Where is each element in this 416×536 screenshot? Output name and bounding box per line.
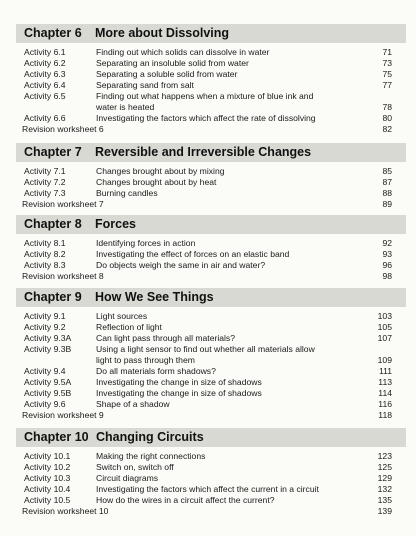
activity-id: Activity 6.6: [24, 113, 66, 123]
activity-title: water is heated: [96, 102, 155, 112]
chapter-number: Chapter 10: [24, 430, 89, 444]
activity-row: [0, 311, 416, 321]
activity-title: Investigating the factors which affect the current in a circuit: [96, 484, 319, 494]
activity-row: [0, 344, 416, 365]
activity-title: Separating sand from salt: [96, 80, 194, 90]
page-number: 123: [377, 451, 392, 461]
activity-id: Activity 10.2: [24, 462, 71, 472]
activity-id: Activity 6.5: [24, 91, 66, 101]
page-number: 139: [377, 506, 392, 516]
page-number: 87: [382, 177, 392, 187]
activity-row: [0, 322, 416, 332]
activity-title: Reflection of light: [96, 322, 162, 332]
activity-title: Investigating the change in size of shadows: [96, 377, 262, 387]
page-number: 105: [377, 322, 392, 332]
chapter-title: More about Dissolving: [95, 26, 230, 40]
chapter-title: How We See Things: [95, 290, 214, 304]
activity-title: How do the wires in a circuit affect the current?: [96, 495, 275, 505]
page-number: 71: [382, 47, 392, 57]
chapter-number: Chapter 9: [24, 290, 82, 304]
activity-row: [0, 188, 416, 198]
revision-worksheet: Revision worksheet 8: [22, 271, 104, 281]
activity-title: Changes brought about by mixing: [96, 166, 225, 176]
activity-row: [0, 69, 416, 79]
activity-id: Activity 9.5A: [24, 377, 72, 387]
page-number: 111: [378, 366, 392, 376]
revision-worksheet: Revision worksheet 9: [22, 410, 104, 420]
page-number: 77: [382, 80, 392, 90]
activity-id: Activity 7.1: [24, 166, 66, 176]
activity-title: Do all materials form shadows?: [96, 366, 216, 376]
activity-id: Activity 9.5B: [24, 388, 72, 398]
page-number: 85: [382, 166, 392, 176]
page-number: 89: [382, 199, 392, 209]
activity-row: [0, 177, 416, 187]
activity-row: [0, 399, 416, 409]
chapter-number: Chapter 8: [24, 217, 82, 231]
activity-id: Activity 8.3: [24, 260, 66, 270]
activity-title: Finding out what happens when a mixture of blue ink and: [96, 91, 314, 101]
page-number: 92: [382, 238, 392, 248]
activity-id: Activity 6.3: [24, 69, 66, 79]
activity-row: [0, 484, 416, 494]
chapter-number: Chapter 7: [24, 145, 82, 159]
revision-worksheet: Revision worksheet 6: [22, 124, 104, 134]
activity-row: [0, 113, 416, 123]
activity-title: Making the right connections: [96, 451, 206, 461]
activity-row: [0, 91, 416, 112]
activity-title: Investigating the factors which affect the rate of dissolving: [96, 113, 316, 123]
activity-row: [0, 47, 416, 57]
activity-id: Activity 6.2: [24, 58, 66, 68]
revision-worksheet: Revision worksheet 10: [22, 506, 109, 516]
page-number: 78: [382, 102, 392, 112]
page-number: 96: [382, 260, 392, 270]
page-number: 116: [378, 399, 392, 409]
activity-title: light to pass through them: [96, 355, 195, 365]
activity-row: [0, 495, 416, 505]
chapter-number: Chapter 6: [24, 26, 82, 40]
activity-title: Do objects weigh the same in air and water?: [96, 260, 266, 270]
activity-row: [0, 451, 416, 461]
activity-row: [0, 388, 416, 398]
activity-title: Investigating the effect of forces on an elastic band: [96, 249, 290, 259]
activity-id: Activity 7.2: [24, 177, 66, 187]
activity-title: Separating a soluble solid from water: [96, 69, 238, 79]
activity-row: [0, 166, 416, 176]
activity-row: [0, 238, 416, 248]
activity-row: [0, 462, 416, 472]
activity-title: Using a light sensor to find out whether all materials allow: [96, 344, 315, 354]
activity-title: Finding out which solids can dissolve in water: [96, 47, 270, 57]
page-number: 75: [382, 69, 392, 79]
page-number: 80: [382, 113, 392, 123]
activity-id: Activity 6.1: [24, 47, 66, 57]
page-number: 125: [377, 462, 392, 472]
page-number: 107: [377, 333, 392, 343]
activity-id: Activity 9.4: [24, 366, 66, 376]
activity-id: Activity 10.5: [24, 495, 71, 505]
activity-title: Changes brought about by heat: [96, 177, 217, 187]
page-number: 82: [382, 124, 392, 134]
activity-id: Activity 10.1: [24, 451, 71, 461]
activity-row: [0, 377, 416, 387]
activity-title: Identifying forces in action: [96, 238, 196, 248]
activity-row: [0, 58, 416, 68]
activity-title: Can light pass through all materials?: [96, 333, 236, 343]
activity-row: [0, 260, 416, 270]
activity-title: Switch on, switch off: [96, 462, 174, 472]
activity-row: [0, 80, 416, 90]
revision-worksheet: Revision worksheet 7: [22, 199, 104, 209]
page-number: 98: [382, 271, 392, 281]
page-number: 118: [378, 410, 392, 420]
activity-row: [0, 333, 416, 343]
page-number: 73: [382, 58, 392, 68]
page-number: 109: [377, 355, 392, 365]
chapter-title: Reversible and Irreversible Changes: [95, 145, 312, 159]
activity-id: Activity 9.2: [24, 322, 66, 332]
activity-title: Separating an insoluble solid from water: [96, 58, 249, 68]
activity-id: Activity 9.1: [24, 311, 66, 321]
activity-row: [0, 473, 416, 483]
page-number: 114: [378, 388, 392, 398]
activity-title: Burning candles: [96, 188, 158, 198]
page-number: 113: [378, 377, 392, 387]
page-number: 103: [377, 311, 392, 321]
page-number: 135: [377, 495, 392, 505]
chapter-title: Forces: [95, 217, 136, 231]
activity-title: Shape of a shadow: [96, 399, 170, 409]
activity-id: Activity 9.6: [24, 399, 66, 409]
page-number: 132: [377, 484, 392, 494]
activity-id: Activity 8.1: [24, 238, 66, 248]
page-number: 93: [382, 249, 392, 259]
activity-title: Circuit diagrams: [96, 473, 159, 483]
page-number: 88: [382, 188, 392, 198]
activity-title: Light sources: [96, 311, 148, 321]
activity-title: Investigating the change in size of shadows: [96, 388, 262, 398]
activity-id: Activity 10.4: [24, 484, 71, 494]
activity-id: Activity 9.3A: [24, 333, 72, 343]
activity-id: Activity 7.3: [24, 188, 66, 198]
activity-id: Activity 9.3B: [24, 344, 72, 354]
activity-row: [0, 366, 416, 376]
activity-id: Activity 6.4: [24, 80, 66, 90]
activity-row: [0, 249, 416, 259]
activity-id: Activity 8.2: [24, 249, 66, 259]
page-number: 129: [377, 473, 392, 483]
chapter-title: Changing Circuits: [96, 430, 204, 444]
activity-id: Activity 10.3: [24, 473, 71, 483]
